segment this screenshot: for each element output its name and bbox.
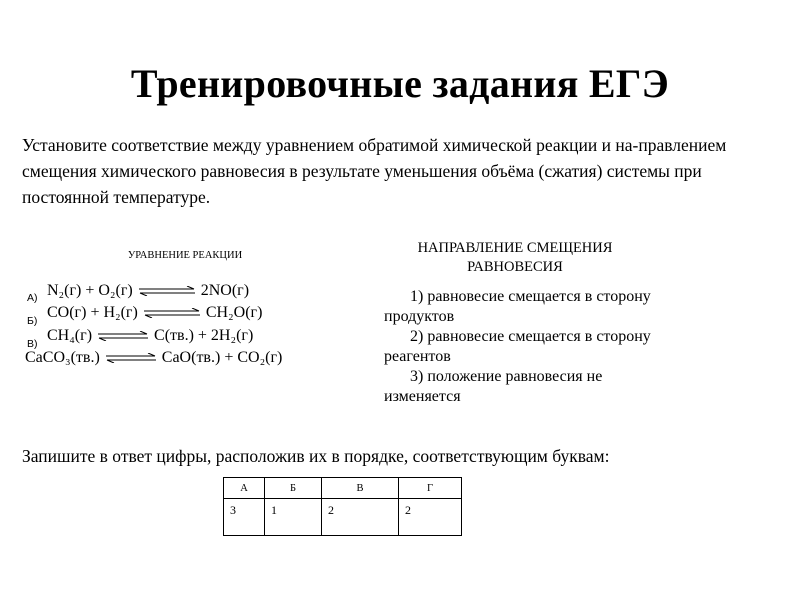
equation-left-side: N₂(г) + O₂(г) — [47, 282, 133, 299]
equation-right-side: CH₂O(г) — [205, 304, 263, 321]
answer-table-value-cell: 2 — [399, 499, 462, 536]
equation-letter: А) — [27, 292, 38, 304]
answer-options — [384, 287, 654, 407]
equilibrium-arrow-icon — [98, 331, 148, 341]
answer-table-value-cell: 3 — [224, 499, 265, 536]
answer-table-value-cell: 1 — [265, 499, 322, 536]
answer-table-header-row — [224, 478, 462, 499]
equation-letter: Б) — [27, 315, 38, 327]
answer-table-value-cell: 2 — [322, 499, 399, 536]
equation-text — [47, 281, 249, 301]
equation-left-side: CH₄(г) — [47, 327, 93, 344]
equations-list — [25, 281, 375, 376]
equation-row — [25, 348, 375, 370]
instruction-text: Запишите в ответ цифры, расположив их в порядке, соответствующим буквам: — [22, 446, 610, 466]
equilibrium-arrow-icon — [139, 286, 195, 296]
equation-right-side: C(тв.) + 2H₂(г) — [154, 327, 254, 344]
equation-right-side: CaO(тв.) + CO₂(г) — [161, 349, 283, 366]
equation-text — [47, 326, 253, 346]
answer-option: 1) равновесие смещается в сторону продуктов — [384, 288, 651, 325]
answer-table-values-row — [224, 499, 462, 536]
answer-table-header-cell: Г — [399, 478, 462, 499]
answer-table-header-cell: В — [322, 478, 399, 499]
equation-row — [25, 281, 375, 303]
answer-table — [223, 477, 462, 536]
equation-text — [47, 303, 262, 323]
answer-table-header-cell: Б — [265, 478, 322, 499]
answer-option: 3) положение равновесия не изменяется — [384, 368, 603, 405]
equilibrium-arrow-icon — [144, 308, 200, 318]
equation-right-side: 2NO(г) — [200, 282, 250, 299]
answer-option: 2) равновесие смещается в сторону реагентов — [384, 328, 651, 365]
answer-table-header-cell: А — [224, 478, 265, 499]
equilibrium-arrow-icon — [106, 353, 156, 363]
equation-left-side: CO(г) + H₂(г) — [47, 304, 138, 321]
equation-text — [25, 348, 282, 368]
equation-letter: В) — [27, 338, 38, 350]
equation-row — [25, 326, 375, 348]
page-title: Тренировочные задания ЕГЭ — [130, 61, 670, 106]
direction-header: НАПРАВЛЕНИЕ СМЕЩЕНИЯ РАВНОВЕСИЯ — [417, 240, 613, 275]
equation-left-side: CaCO₃(тв.) — [25, 349, 100, 366]
equation-row — [25, 303, 375, 325]
equations-header: УРАВНЕНИЕ РЕАКЦИИ — [127, 250, 243, 261]
task-text: Установите соответствие между уравнением обратимой химической реакции и на-правлением смещения химического равновесия в результате уменьшения объёма (сжатия) системы при постоянной температуре. — [22, 135, 727, 207]
